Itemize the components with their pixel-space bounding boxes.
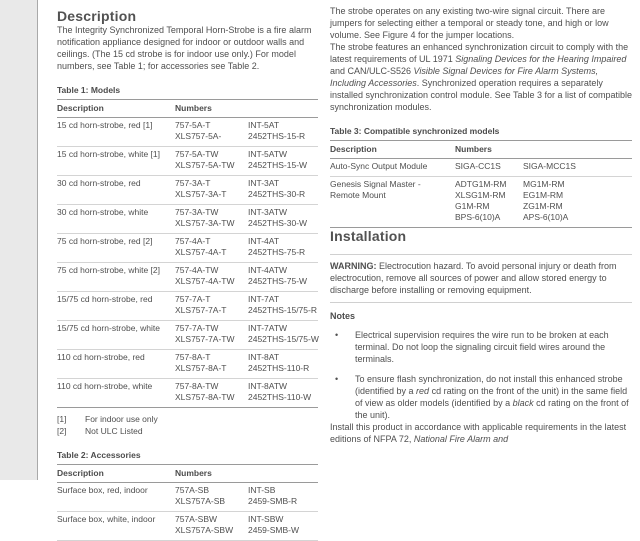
note-item: [330, 329, 632, 365]
table-header-row: [330, 141, 632, 159]
column-header-description: Description: [57, 465, 175, 483]
table-row: 75 cd horn-strobe, white [2] 757-4A-TW XLS757-4A-TW INT-4ATW 2452THS-75-W: [57, 263, 318, 292]
table-header-row: [57, 465, 318, 483]
footnote: [2] Not ULC Listed: [57, 426, 143, 436]
installation-heading: Installation: [330, 228, 407, 244]
table-row: 110 cd horn-strobe, red 757-8A-T XLS757-8A-T INT-8AT 2452THS-110-R: [57, 350, 318, 379]
table-row: 30 cd horn-strobe, red 757-3A-T XLS757-3A-T INT-3AT 2452THS-30-R: [57, 176, 318, 205]
table-header-row: [57, 100, 318, 118]
description-paragraph: The Integrity Synchronized Temporal Horn-Strobe is a fire alarm notification appliance designed for indoor or outdoor walls and ceilings. (The 15 cd strobe is for indoor use only.) For model numbers, see Table 1; for accessories see Table 2.: [57, 25, 312, 71]
table-row: 15 cd horn-strobe, red [1] 757-5A-T XLS757-5A- INT-5AT 2452THS-15-R: [57, 118, 318, 147]
column-header-numbers: Numbers: [175, 465, 318, 483]
left-column: [57, 0, 318, 541]
synchronization-paragraph: The strobe features an enhanced synchronization circuit to comply with the latest requirements of UL 1971 Signaling Devices for the Hearing Impaired and CAN/ULC-S526 Visible Signal Devices for Fire Alarm Systems, Including Accessories. Synchronized operation requires a separately installed synchronization control module. See Table 3 for a list of compatible synchronization modules.: [330, 42, 633, 112]
column-header-description: Description: [330, 141, 455, 159]
table2-caption: Table 2: Accessories: [57, 450, 141, 460]
column-header-numbers: Numbers: [455, 141, 632, 159]
bullet-icon: •: [335, 374, 339, 384]
table-row: Auto-Sync Output Module SIGA-CC1S SIGA-MCC1S: [330, 159, 632, 177]
table-row: Surface box, red, indoor 757A-SB XLS757A-SB INT-SB 2459-SMB-R: [57, 483, 318, 512]
table1-footnotes: [57, 413, 318, 437]
table-row: 15/75 cd horn-strobe, white 757-7A-TW XLS757-7A-TW INT-7ATW 2452THS-15/75-W: [57, 321, 318, 350]
notes-label: Notes: [330, 311, 356, 321]
right-column: [330, 0, 632, 445]
table-row: 75 cd horn-strobe, red [2] 757-4A-T XLS757-4A-T INT-4AT 2452THS-75-R: [57, 234, 318, 263]
models-table: [57, 99, 318, 408]
table-row: 110 cd horn-strobe, white 757-8A-TW XLS757-8A-TW INT-8ATW 2452THS-110-W: [57, 379, 318, 408]
page-left-margin: [0, 0, 38, 480]
closing-paragraph: Install this product in accordance with applicable requirements in the latest editions of NFPA 72, National Fire Alarm and: [330, 422, 627, 444]
table3-caption: Table 3: Compatible synchronized models: [330, 126, 500, 136]
table-row: Genesis Signal Master - Remote Mount ADTG1M-RM XLSG1M-RM G1M-RM BPS-6(10)A MG1M-RM EG1M-RM ZG1M-RM APS-6(10)A: [330, 177, 632, 228]
accessories-table: [57, 464, 318, 541]
compatible-models-table: [330, 140, 632, 228]
table-row: 15/75 cd horn-strobe, red 757-7A-T XLS757-7A-T INT-7AT 2452THS-15/75-R: [57, 292, 318, 321]
strobe-operation-paragraph: The strobe operates on any existing two-wire signal circuit. There are jumpers for selecting either a temporal or steady tone, and high or low volume. See Figure 4 for the jumper locations.: [330, 6, 609, 40]
table-row: 30 cd horn-strobe, white 757-3A-TW XLS757-3A-TW INT-3ATW 2452THS-30-W: [57, 205, 318, 234]
footnote: [1] For indoor use only: [57, 414, 158, 424]
note-text: Electrical supervision requires the wire run to be broken at each terminal. Do not loop the signaling circuit field wires around the terminals.: [355, 330, 609, 364]
warning-block: WARNING: Electrocution hazard. To avoid personal injury or death from electrocution, remove all sources of power and allow stored energy to discharge before installing or removing equipment.: [330, 254, 632, 303]
bullet-icon: •: [335, 330, 339, 340]
table1-caption: Table 1: Models: [57, 85, 121, 95]
description-heading: Description: [57, 8, 137, 24]
table-row: Surface box, white, indoor 757A-SBW XLS757A-SBW INT-SBW 2459-SMB-W: [57, 512, 318, 541]
column-header-description: Description: [57, 100, 175, 118]
column-header-numbers: Numbers: [175, 100, 318, 118]
note-item: [330, 373, 632, 421]
table-row: 15 cd horn-strobe, white [1] 757-5A-TW XLS757-5A-TW INT-5ATW 2452THS-15-W: [57, 147, 318, 176]
note-text: To ensure flash synchronization, do not install this enhanced strobe (identified by a red cd rating on the front of the unit) in the same field of view as older models (identified by a black cd rating on the front of the unit).: [355, 374, 629, 420]
